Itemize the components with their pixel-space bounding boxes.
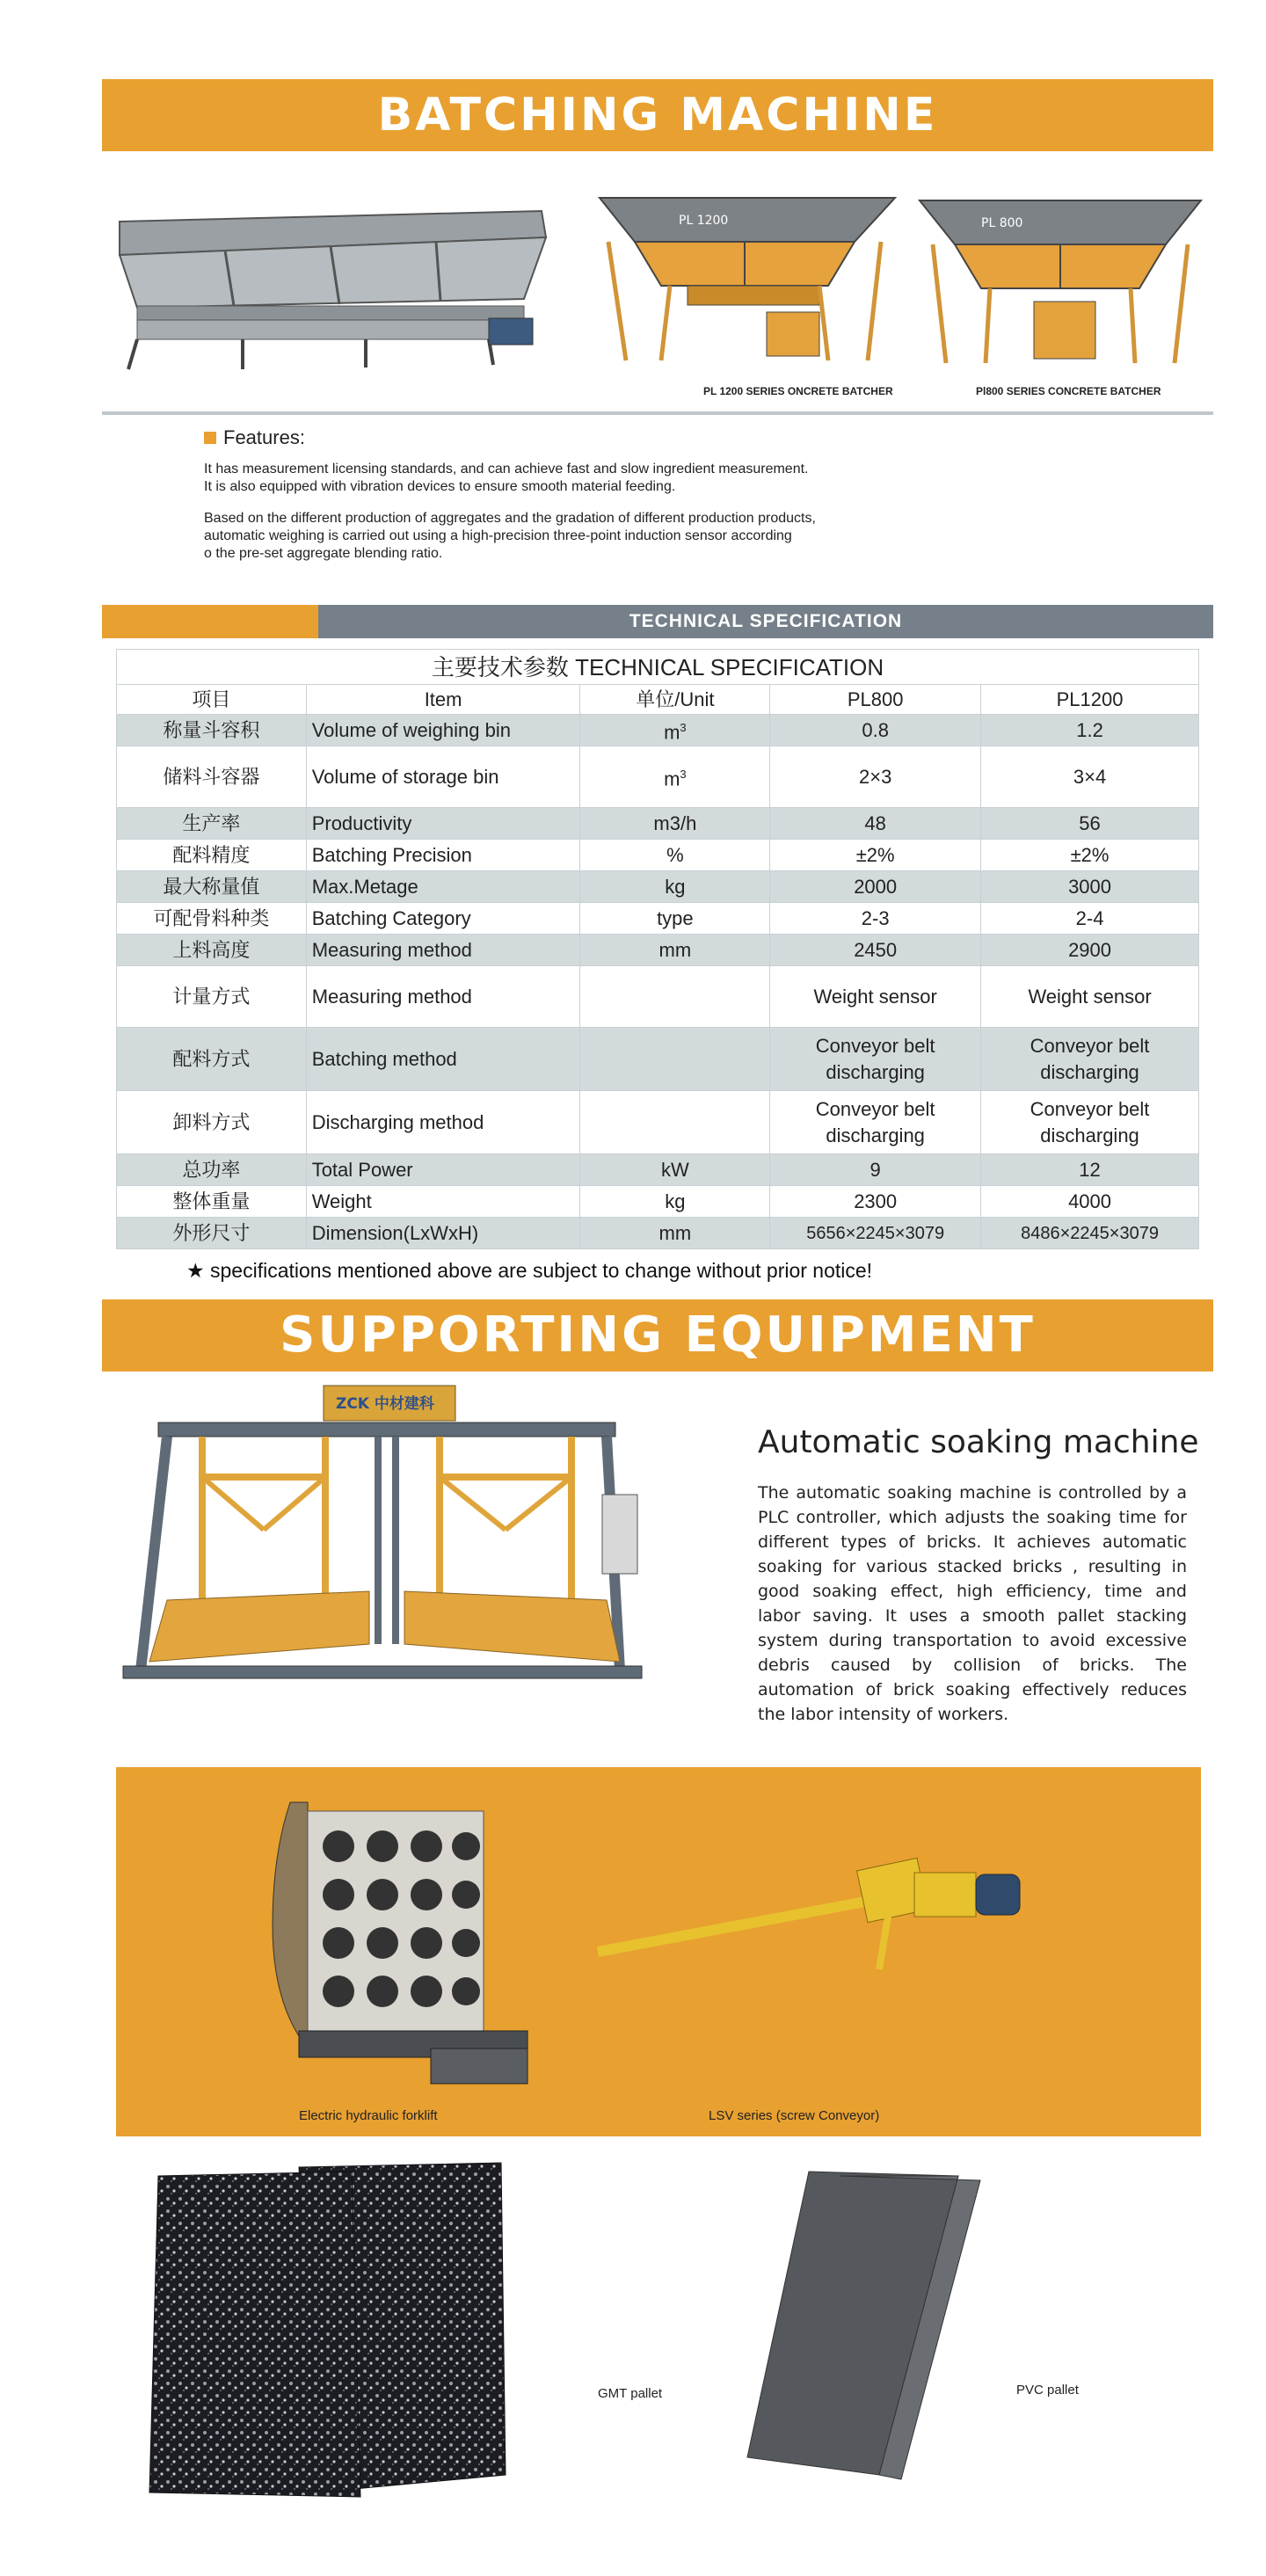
row-cn: 生产率 [117, 808, 307, 840]
row-pl800: 0.8 [770, 715, 981, 746]
row-unit: m3/h [580, 808, 770, 840]
row-cn: 计量方式 [117, 966, 307, 1028]
row-pl800: 5656×2245×3079 [770, 1218, 981, 1249]
row-pl1200-line2: discharging [1040, 1124, 1139, 1146]
row-pl1200: 1.2 [981, 715, 1199, 746]
row-item: Batching Precision [306, 840, 580, 871]
orange-square-icon [204, 432, 216, 444]
row-item: Measuring method [306, 935, 580, 966]
row-item: Dimension(LxWxH) [306, 1218, 580, 1249]
pl800-machine-label: PL 800 [981, 216, 1023, 230]
features-p2-line3: o the pre-set aggregate blending ratio. [204, 546, 443, 561]
row-item: Volume of weighing bin [306, 715, 580, 746]
row-pl800: 2300 [770, 1186, 981, 1218]
header-unit: 单位/Unit [580, 685, 770, 715]
row-unit [580, 715, 770, 746]
row-cn: 储料斗容器 [117, 746, 307, 808]
tech-spec-bar-accent [102, 605, 318, 638]
header-item: Item [306, 685, 580, 715]
features-p1-line1: It has measurement licensing standards, and can achieve fast and slow ingredient measurement. [204, 462, 809, 477]
row-unit: mm [580, 935, 770, 966]
features-paragraph-1 [204, 461, 978, 496]
row-item: Max.Metage [306, 871, 580, 903]
row-unit-text: m [664, 768, 680, 790]
batcher-pl800-image [911, 192, 1210, 376]
row-pl800: 2450 [770, 935, 981, 966]
header-pl1200: PL1200 [981, 685, 1199, 715]
row-pl800: Weight sensor [770, 966, 981, 1028]
table-row [117, 1091, 1199, 1154]
tech-spec-bar: TECHNICAL SPECIFICATION [318, 605, 1213, 638]
table-row [117, 903, 1199, 935]
row-item: Weight [306, 1186, 580, 1218]
row-cn: 可配骨料种类 [117, 903, 307, 935]
row-item: Volume of storage bin [306, 746, 580, 808]
spec-note-text: specifications mentioned above are subject to change without prior notice! [210, 1259, 873, 1282]
row-pl1200 [981, 1028, 1199, 1091]
row-pl1200: 12 [981, 1154, 1199, 1186]
row-pl1200: 4000 [981, 1186, 1199, 1218]
row-item: Measuring method [306, 966, 580, 1028]
row-unit: kg [580, 1186, 770, 1218]
batcher-large-image [102, 202, 559, 378]
row-pl1200: 8486×2245×3079 [981, 1218, 1199, 1249]
forklift-image [255, 1785, 554, 2092]
row-cn: 外形尺寸 [117, 1218, 307, 1249]
row-item: Total Power [306, 1154, 580, 1186]
row-pl1200: 56 [981, 808, 1199, 840]
pvc-pallet-image [738, 2167, 985, 2484]
row-cn: 卸料方式 [117, 1091, 307, 1154]
table-row [117, 935, 1199, 966]
batching-machine-banner: BATCHING MACHINE [102, 79, 1213, 151]
row-unit: kg [580, 871, 770, 903]
row-unit [580, 1028, 770, 1091]
row-pl1200-line2: discharging [1040, 1060, 1139, 1083]
table-row [117, 1218, 1199, 1249]
star-icon: ★ [186, 1259, 205, 1282]
screw-conveyor-caption: LSV series (screw Conveyor) [709, 2108, 880, 2123]
section-divider [102, 411, 1213, 415]
row-pl800: 48 [770, 808, 981, 840]
batcher-pl1200-image [591, 189, 904, 374]
row-cn: 称量斗容积 [117, 715, 307, 746]
row-pl800-line2: discharging [826, 1124, 925, 1146]
table-row [117, 746, 1199, 808]
row-unit: mm [580, 1218, 770, 1249]
row-pl1200: 3000 [981, 871, 1199, 903]
row-unit-sup: 3 [680, 768, 687, 782]
row-pl800 [770, 1028, 981, 1091]
row-pl1200: 2900 [981, 935, 1199, 966]
row-cn: 最大称量值 [117, 871, 307, 903]
row-item: Batching Category [306, 903, 580, 935]
row-cn: 上料高度 [117, 935, 307, 966]
gmt-pallet-image [141, 2158, 510, 2510]
pl1200-caption: PL 1200 SERIES ONCRETE BATCHER [703, 385, 893, 397]
table-row [117, 966, 1199, 1028]
features-p2-line2: automatic weighing is carried out using a high-precision three-point induction sensor according [204, 528, 792, 543]
supporting-equipment-banner: SUPPORTING EQUIPMENT [102, 1299, 1213, 1372]
row-item: Productivity [306, 808, 580, 840]
row-pl800 [770, 1091, 981, 1154]
table-row [117, 840, 1199, 871]
row-pl800-line2: discharging [826, 1060, 925, 1083]
row-item: Batching method [306, 1028, 580, 1091]
row-pl1200-line1: Conveyor belt [1030, 1034, 1150, 1057]
table-row [117, 715, 1199, 746]
table-row [117, 1154, 1199, 1186]
soaking-machine-sign: ZCK 中材建科 [336, 1395, 434, 1413]
row-unit [580, 1091, 770, 1154]
table-row [117, 871, 1199, 903]
row-unit [580, 966, 770, 1028]
spec-table-title: 主要技术参数 TECHNICAL SPECIFICATION [117, 650, 1199, 685]
features-p2-line1: Based on the different production of aggregates and the gradation of different production products, [204, 511, 816, 526]
row-pl1200: 3×4 [981, 746, 1199, 808]
soaking-machine-title: Automatic soaking machine [758, 1424, 1199, 1460]
row-pl800: ±2% [770, 840, 981, 871]
row-pl800: 9 [770, 1154, 981, 1186]
gmt-pallet-caption: GMT pallet [598, 2386, 663, 2401]
row-unit: % [580, 840, 770, 871]
features-heading [204, 426, 305, 449]
row-pl800-line1: Conveyor belt [815, 1097, 935, 1120]
spec-table [116, 649, 1199, 1249]
soaking-machine-image [114, 1380, 659, 1750]
pvc-pallet-caption: PVC pallet [1016, 2383, 1079, 2398]
row-cn: 总功率 [117, 1154, 307, 1186]
row-cn: 配料精度 [117, 840, 307, 871]
row-pl1200: 2-4 [981, 903, 1199, 935]
forklift-caption: Electric hydraulic forklift [299, 2108, 438, 2123]
table-row [117, 1186, 1199, 1218]
row-pl1200: Weight sensor [981, 966, 1199, 1028]
row-pl800-line1: Conveyor belt [815, 1034, 935, 1057]
header-cn-item: 项目 [117, 685, 307, 715]
row-pl800: 2×3 [770, 746, 981, 808]
features-heading-text: Features: [223, 426, 305, 448]
row-pl1200 [981, 1091, 1199, 1154]
row-pl800: 2-3 [770, 903, 981, 935]
row-pl1200-line1: Conveyor belt [1030, 1097, 1150, 1120]
row-cn: 整体重量 [117, 1186, 307, 1218]
row-pl1200: ±2% [981, 840, 1199, 871]
row-unit-sup: 3 [680, 721, 687, 734]
row-unit-text: m [664, 721, 680, 744]
spec-note [186, 1259, 872, 1283]
header-pl800: PL800 [770, 685, 981, 715]
soaking-machine-description: The automatic soaking machine is controlled by a PLC controller, which adjusts the soaking time for different types of bricks. It achieves automatic soaking for various stacked bricks , resulting in good soaking effect, high efficiency, time and labor saving. It uses a smooth pallet stacking system during transportation to avoid excessive debris caused by collision of bricks. The automation of brick soaking effectively reduces the labor intensity of workers. [758, 1483, 1187, 1724]
row-item: Discharging method [306, 1091, 580, 1154]
features-p1-line2: It is also equipped with vibration devices to ensure smooth material feeding. [204, 479, 676, 494]
row-cn: 配料方式 [117, 1028, 307, 1091]
row-pl800: 2000 [770, 871, 981, 903]
row-unit [580, 746, 770, 808]
table-row [117, 1028, 1199, 1091]
table-row [117, 808, 1199, 840]
row-unit: kW [580, 1154, 770, 1186]
row-unit: type [580, 903, 770, 935]
features-paragraph-2 [204, 510, 978, 563]
screw-conveyor-image [589, 1837, 1046, 1978]
pl1200-machine-label: PL 1200 [679, 214, 729, 228]
pl800-caption: Pl800 SERIES CONCRETE BATCHER [976, 385, 1161, 397]
